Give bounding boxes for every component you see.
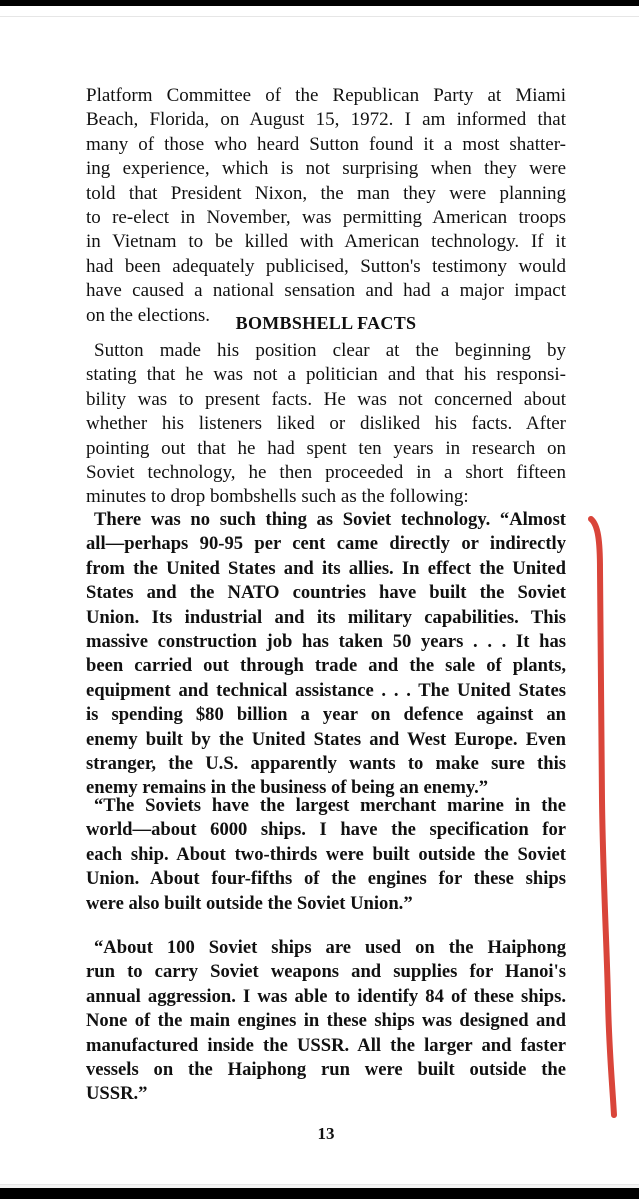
- text-line: on the elections.: [86, 304, 210, 326]
- text-line: “About 100 Soviet ships are used on the Haiphong: [94, 937, 566, 958]
- text-line: Sutton made his position clear at the beginning by: [94, 340, 566, 361]
- text-line: vessels on the Haiphong run were built outside the: [86, 1058, 566, 1080]
- text-line: massive construction job has taken 50 years . . . It has: [86, 630, 566, 652]
- text-line: minutes to drop bombshells such as the following:: [86, 486, 469, 508]
- text-line: all—perhaps 90-95 per cent came directly or indirectly: [86, 533, 566, 555]
- text-line: world—about 6000 ships. I have the specification for: [86, 819, 566, 841]
- text-line: Union. About four-fifths of the engines for these ships: [86, 868, 566, 890]
- text-line: had been adequately publicised, Sutton's testimony would: [86, 255, 566, 277]
- text-line: “The Soviets have the largest merchant marine in the: [94, 795, 566, 816]
- text-line: been carried out through trade and the sale of plants,: [86, 655, 566, 677]
- text-line: USSR.”: [86, 1083, 148, 1105]
- text-line: equipment and technical assistance . . . The United States: [86, 679, 566, 701]
- text-line: stranger, the U.S. apparently wants to make sure this: [86, 752, 566, 774]
- bottom-black-bar: [0, 1188, 639, 1199]
- text-line: in Vietnam to be killed with American technology. If it: [86, 231, 566, 253]
- text-line: run to carry Soviet weapons and supplies for Hanoi's: [86, 961, 566, 983]
- text-line: States and the NATO countries have built the Soviet: [86, 582, 566, 604]
- text-line: ing experience, which is not surprising when they were: [86, 158, 566, 180]
- text-line: manufactured inside the USSR. All the larger and faster: [86, 1034, 566, 1056]
- text-line: told that President Nixon, the man they were planning: [86, 182, 566, 204]
- text-line: annual aggression. I was able to identify 84 of these ships.: [86, 985, 566, 1007]
- text-line: many of those who heard Sutton found it a most shatter-: [86, 133, 566, 155]
- text-line: have caused a national sensation and had a major impact: [86, 280, 566, 302]
- text-line: whether his listeners liked or disliked his facts. After: [86, 413, 566, 435]
- text-line: enemy built by the United States and West Europe. Even: [86, 728, 566, 750]
- text-line: Platform Committee of the Republican Party at Miami: [86, 85, 566, 106]
- page-number: 13: [317, 1124, 335, 1143]
- text-line: to re-elect in November, was permitting American troops: [86, 206, 566, 228]
- text-line: stating that he was not a politician and that his responsi-: [86, 364, 566, 386]
- text-line: Beach, Florida, on August 15, 1972. I am informed that: [86, 109, 566, 131]
- text-line: Soviet technology, he then proceeded in a short fifteen: [86, 461, 566, 483]
- text-line: There was no such thing as Soviet technology. “Almost: [94, 509, 566, 530]
- text-line: None of the main engines in these ships was designed and: [86, 1010, 566, 1032]
- text-line: enemy remains in the business of being an enemy.”: [86, 777, 489, 799]
- text-line: pointing out that he had spent ten years in research on: [86, 437, 566, 459]
- text-line: Union. Its industrial and its military capabilities. This: [86, 606, 566, 628]
- text-line: each ship. About two-thirds were built outside the Soviet: [86, 843, 566, 865]
- text-line: were also built outside the Soviet Union.”: [86, 892, 413, 914]
- text-line: is spending $80 billion a year on defence against an: [86, 704, 566, 726]
- text-line: from the United States and its allies. In effect the United: [86, 557, 566, 579]
- section-heading: BOMBSHELL FACTS: [235, 313, 417, 333]
- text-line: bility was to present facts. He was not concerned about: [86, 388, 566, 410]
